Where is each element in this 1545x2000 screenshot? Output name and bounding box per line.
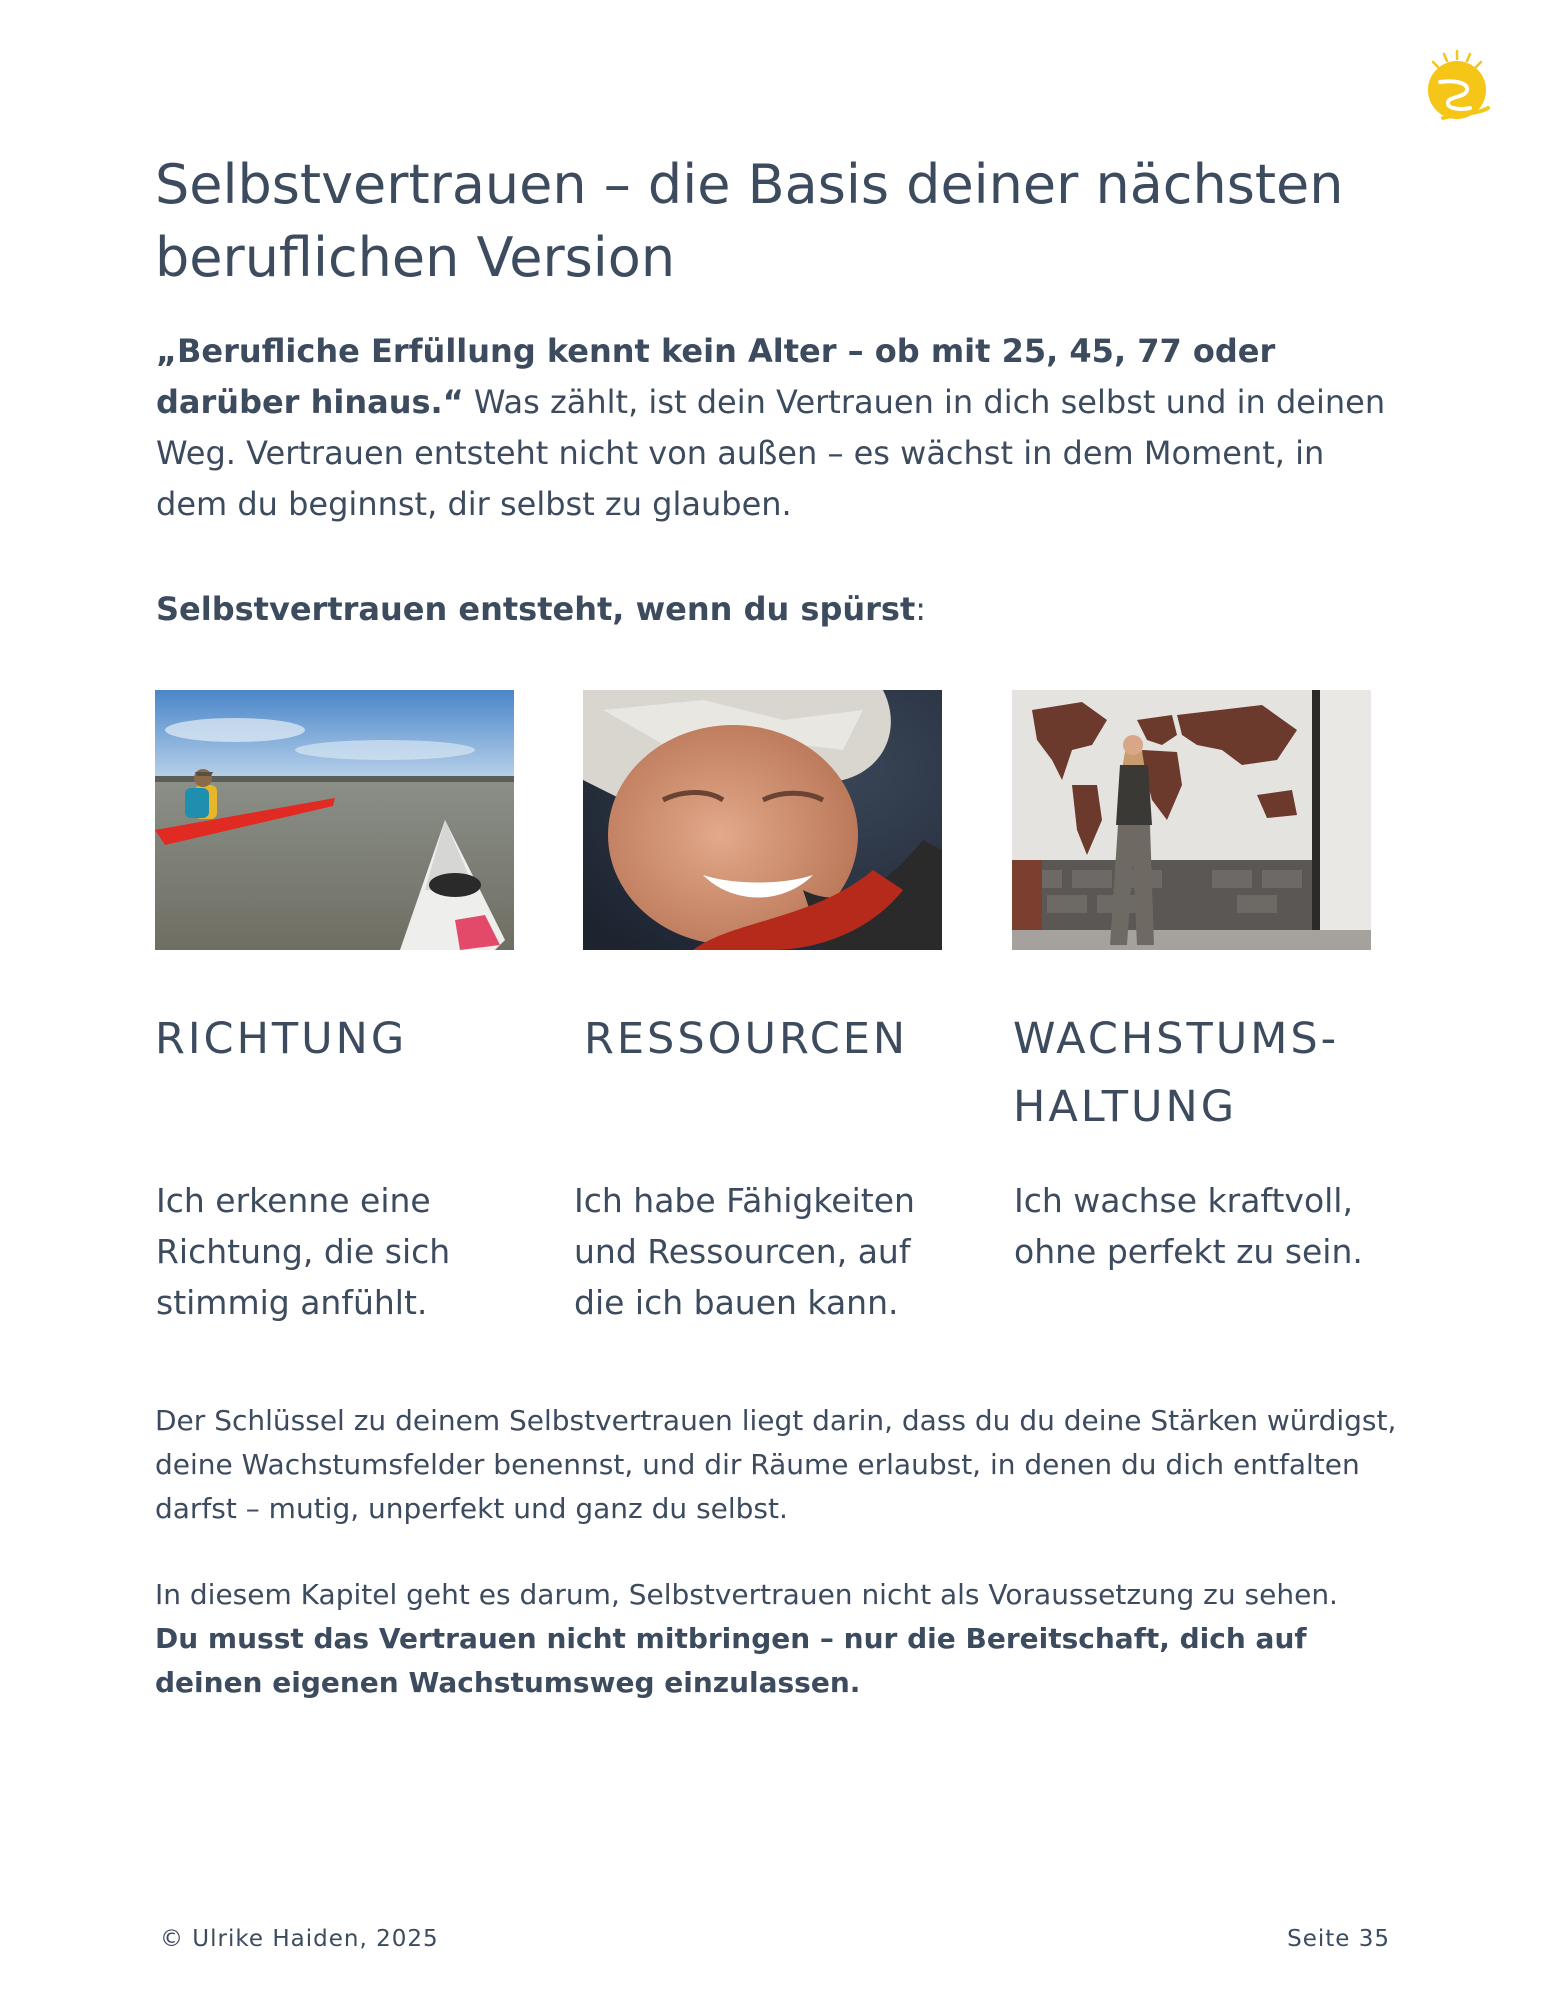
paragraph-2-text: In diesem Kapitel geht es darum, Selbstvertrauen nicht als Voraussetzung zu sehen. <box>155 1578 1338 1611</box>
column-text-wachstumshaltung: Ich wachse kraftvoll, ohne perfekt zu sein. <box>1014 1181 1363 1271</box>
woman-world-map-photo <box>1012 690 1371 950</box>
section-subheading <box>156 584 926 635</box>
intro-text: Was zählt, ist dein Vertrauen in dich selbst und in deinen Weg. Vertrauen entsteht nicht von außen – es wächst in dem Moment, in dem du beginnst, dir selbst zu glauben. <box>156 383 1386 523</box>
smiling-woman-photo <box>583 690 942 950</box>
sun-path-logo-icon <box>1418 48 1496 126</box>
kayak-photo <box>155 690 514 950</box>
intro-quote: „Berufliche Erfüllung kennt kein Alter – ob mit 25, 45, 77 oder darüber hinaus.“ <box>156 332 1276 421</box>
page-title: Selbstvertrauen – die Basis deiner nächsten beruflichen Version <box>155 153 1344 289</box>
column-heading-ressourcen: RESSOURCEN <box>584 1014 909 1064</box>
column-text-richtung: Ich erkenne eine Richtung, die sich stimmig anfühlt. <box>156 1181 451 1322</box>
body-paragraph-2 <box>155 1573 1415 1705</box>
column-heading-wachstumshaltung: WACHSTUMS- HALTUNG <box>1013 1014 1340 1132</box>
page-number: Seite 35 <box>1287 1926 1390 1952</box>
column-heading-richtung: RICHTUNG <box>155 1014 408 1064</box>
body-paragraph-1: Der Schlüssel zu deinem Selbstvertrauen liegt darin, dass du du deine Stärken würdigst, deine Wachstumsfelder benennst, und dir Räume erlaubst, in denen du dich entfalten darfst – mutig, unperfekt und ganz du selbst. <box>155 1404 1397 1525</box>
footer-copyright: © Ulrike Haiden, 2025 <box>160 1926 439 1952</box>
column-text-ressourcen: Ich habe Fähigkeiten und Ressourcen, auf die ich bauen kann. <box>574 1181 915 1322</box>
intro-paragraph <box>156 326 1396 530</box>
subheading-text: Selbstvertrauen entsteht, wenn du spürst <box>156 590 916 628</box>
paragraph-2-bold: Du musst das Vertrauen nicht mitbringen – nur die Bereitschaft, dich auf deinen eigenen Wachstumsweg einzulassen. <box>155 1622 1307 1699</box>
subheading-suffix: : <box>915 590 927 628</box>
